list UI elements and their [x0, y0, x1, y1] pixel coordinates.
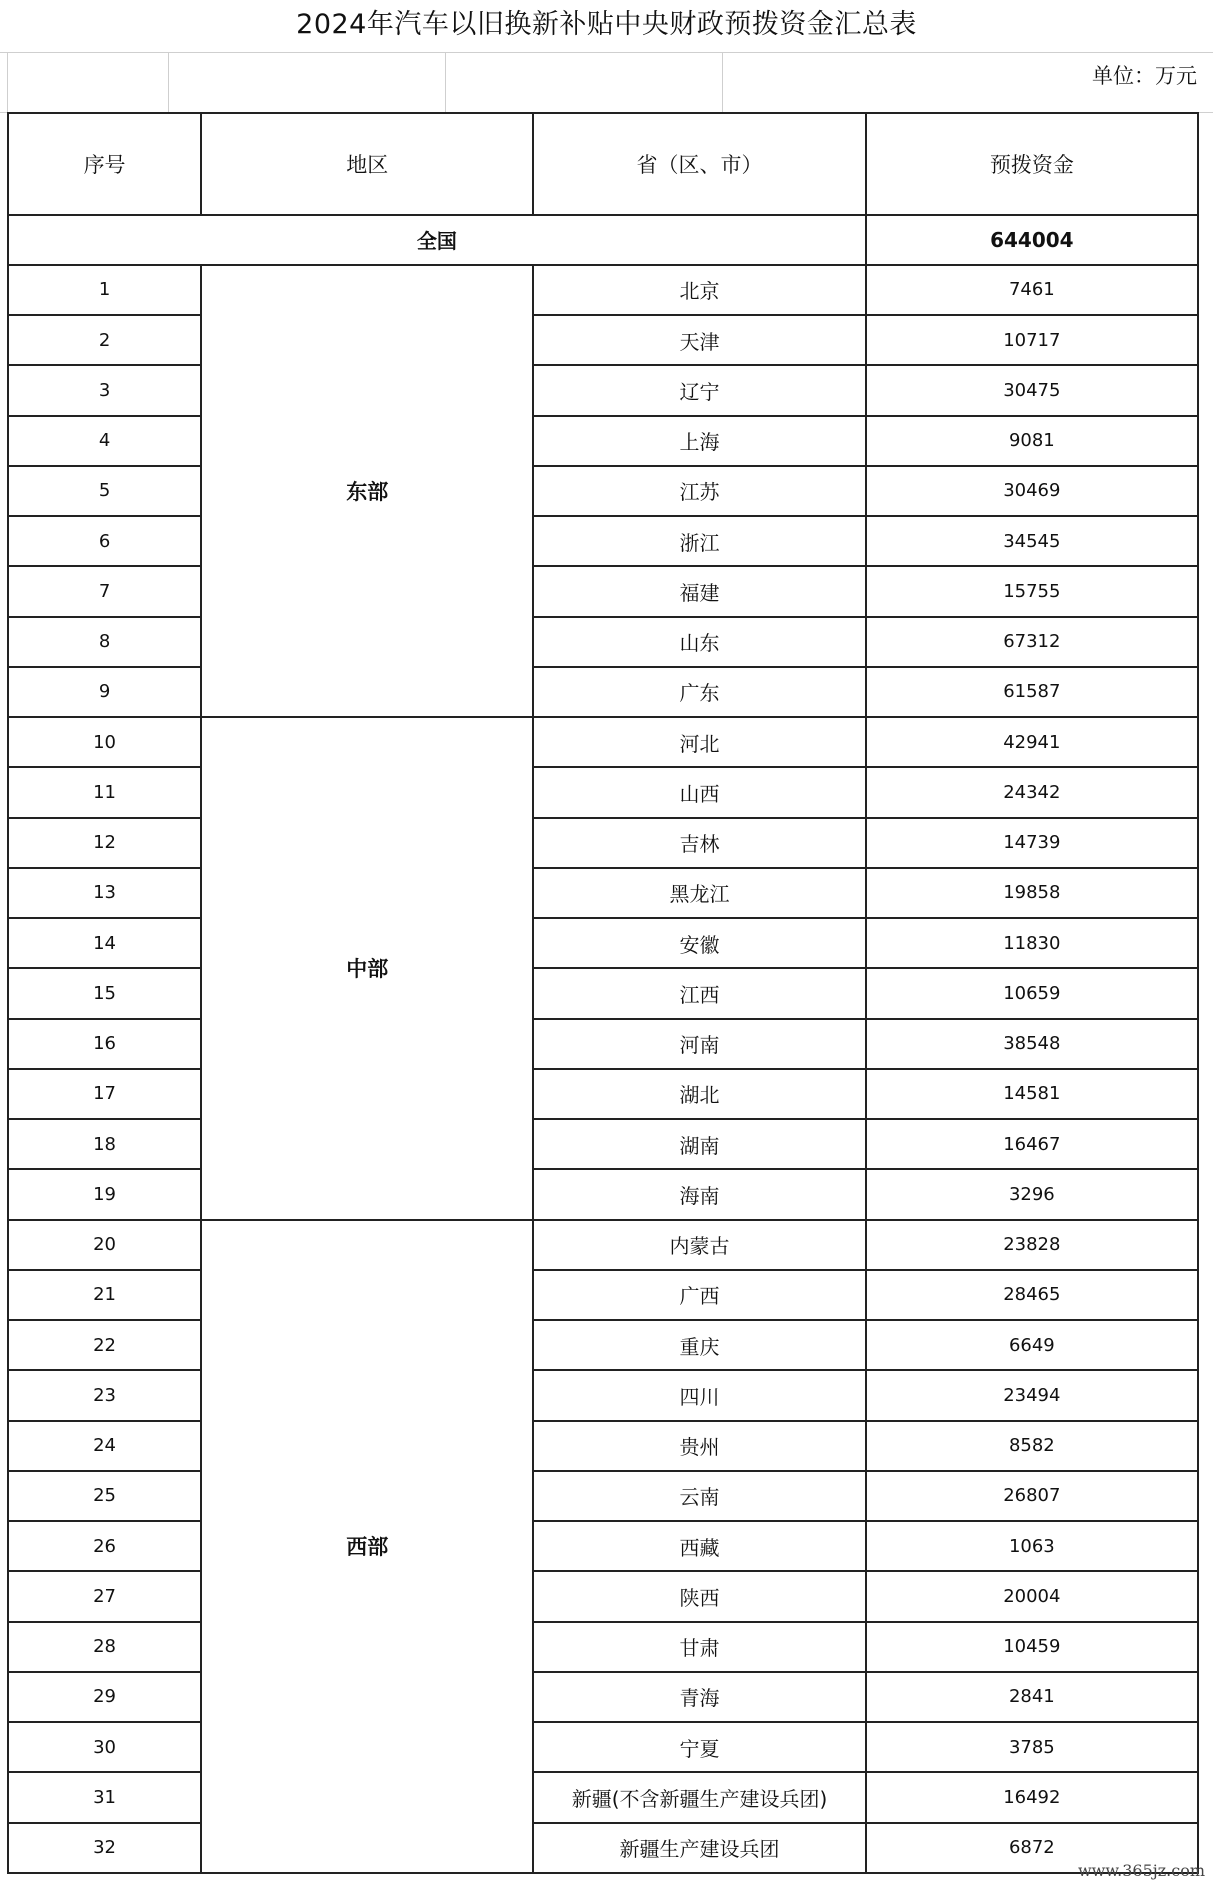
- province-cell: 内蒙古: [533, 1220, 865, 1270]
- table-row: [8, 1119, 1198, 1169]
- row-number: 16: [8, 1019, 201, 1069]
- table-row: [8, 1069, 1198, 1119]
- amount-cell: 20004: [866, 1571, 1198, 1621]
- table-row: [8, 1571, 1198, 1621]
- table-row: [8, 1722, 1198, 1772]
- province-cell: 海南: [533, 1169, 865, 1219]
- amount-cell: 28465: [866, 1270, 1198, 1320]
- row-number: 1: [8, 265, 201, 315]
- header-cell-no: 序号: [8, 113, 201, 215]
- header-row: [8, 113, 1198, 215]
- row-number: 15: [8, 968, 201, 1018]
- province-cell: 新疆(不含新疆生产建设兵团): [533, 1772, 865, 1822]
- table-row: [8, 416, 1198, 466]
- province-cell: 山东: [533, 617, 865, 667]
- table-row: [8, 667, 1198, 717]
- amount-cell: 19858: [866, 868, 1198, 918]
- province-cell: 河南: [533, 1019, 865, 1069]
- province-cell: 重庆: [533, 1320, 865, 1370]
- amount-cell: 11830: [866, 918, 1198, 968]
- province-cell: 山西: [533, 767, 865, 817]
- table-row: [8, 1823, 1198, 1873]
- row-number: 31: [8, 1772, 201, 1822]
- province-cell: 黑龙江: [533, 868, 865, 918]
- amount-cell: 67312: [866, 617, 1198, 667]
- region-cell: 西部: [201, 1220, 533, 1873]
- header-cell-province: 省（区、市）: [533, 113, 865, 215]
- row-number: 10: [8, 717, 201, 767]
- province-cell: 天津: [533, 315, 865, 365]
- table-row: [8, 617, 1198, 667]
- amount-cell: 14581: [866, 1069, 1198, 1119]
- province-cell: 宁夏: [533, 1722, 865, 1772]
- province-cell: 安徽: [533, 918, 865, 968]
- amount-cell: 16492: [866, 1772, 1198, 1822]
- row-number: 4: [8, 416, 201, 466]
- table-row: [8, 315, 1198, 365]
- amount-cell: 3785: [866, 1722, 1198, 1772]
- amount-cell: 38548: [866, 1019, 1198, 1069]
- table-row: [8, 1521, 1198, 1571]
- province-cell: 贵州: [533, 1421, 865, 1471]
- province-cell: 福建: [533, 566, 865, 616]
- row-number: 28: [8, 1622, 201, 1672]
- table-row: [8, 1220, 1198, 1270]
- province-cell: 北京: [533, 265, 865, 315]
- table-row: [8, 918, 1198, 968]
- amount-cell: 23828: [866, 1220, 1198, 1270]
- row-number: 9: [8, 667, 201, 717]
- row-number: 6: [8, 516, 201, 566]
- amount-cell: 10459: [866, 1622, 1198, 1672]
- province-cell: 辽宁: [533, 365, 865, 415]
- amount-cell: 30469: [866, 466, 1198, 516]
- province-cell: 甘肃: [533, 1622, 865, 1672]
- unit-label: 单位：万元: [1092, 64, 1197, 88]
- row-number: 24: [8, 1421, 201, 1471]
- table-row: [8, 818, 1198, 868]
- table-row: [8, 767, 1198, 817]
- amount-cell: 10659: [866, 968, 1198, 1018]
- table-row: [8, 1019, 1198, 1069]
- province-cell: 浙江: [533, 516, 865, 566]
- amount-cell: 16467: [866, 1119, 1198, 1169]
- watermark: www.365jz.com: [1077, 1861, 1205, 1880]
- amount-cell: 10717: [866, 315, 1198, 365]
- province-cell: 陕西: [533, 1571, 865, 1621]
- amount-cell: 2841: [866, 1672, 1198, 1722]
- table-row: [8, 1370, 1198, 1420]
- row-number: 14: [8, 918, 201, 968]
- row-number: 21: [8, 1270, 201, 1320]
- row-number: 20: [8, 1220, 201, 1270]
- province-cell: 广东: [533, 667, 865, 717]
- province-cell: 河北: [533, 717, 865, 767]
- row-number: 13: [8, 868, 201, 918]
- row-number: 23: [8, 1370, 201, 1420]
- table-row: [8, 1421, 1198, 1471]
- table-row: [8, 516, 1198, 566]
- row-number: 8: [8, 617, 201, 667]
- row-number: 3: [8, 365, 201, 415]
- table-row: [8, 1270, 1198, 1320]
- table-row: [8, 1471, 1198, 1521]
- province-cell: 新疆生产建设兵团: [533, 1823, 865, 1873]
- amount-cell: 23494: [866, 1370, 1198, 1420]
- funding-table: [7, 112, 1199, 1874]
- amount-cell: 7461: [866, 265, 1198, 315]
- province-cell: 湖南: [533, 1119, 865, 1169]
- amount-cell: 3296: [866, 1169, 1198, 1219]
- table-row: [8, 1169, 1198, 1219]
- table-title: 2024年汽车以旧换新补贴中央财政预拨资金汇总表: [0, 0, 1213, 53]
- row-number: 18: [8, 1119, 201, 1169]
- row-number: 25: [8, 1471, 201, 1521]
- amount-cell: 30475: [866, 365, 1198, 415]
- amount-cell: 26807: [866, 1471, 1198, 1521]
- row-number: 19: [8, 1169, 201, 1219]
- table-row: [8, 466, 1198, 516]
- header-cell-region: 地区: [201, 113, 533, 215]
- table-row: [8, 868, 1198, 918]
- unit-row: [0, 52, 1213, 113]
- amount-cell: 24342: [866, 767, 1198, 817]
- province-cell: 青海: [533, 1672, 865, 1722]
- province-cell: 广西: [533, 1270, 865, 1320]
- row-number: 7: [8, 566, 201, 616]
- region-cell: 东部: [201, 265, 533, 717]
- row-number: 2: [8, 315, 201, 365]
- table-row: [8, 265, 1198, 315]
- amount-cell: 1063: [866, 1521, 1198, 1571]
- table-row: [8, 566, 1198, 616]
- total-row: [8, 215, 1198, 265]
- header-cell-amount: 预拨资金: [866, 113, 1198, 215]
- province-cell: 湖北: [533, 1069, 865, 1119]
- total-label: 全国: [8, 215, 866, 265]
- row-number: 11: [8, 767, 201, 817]
- province-cell: 江苏: [533, 466, 865, 516]
- row-number: 22: [8, 1320, 201, 1370]
- row-number: 29: [8, 1672, 201, 1722]
- amount-cell: 14739: [866, 818, 1198, 868]
- amount-cell: 9081: [866, 416, 1198, 466]
- row-number: 12: [8, 818, 201, 868]
- amount-cell: 42941: [866, 717, 1198, 767]
- table-row: [8, 1772, 1198, 1822]
- table-row: [8, 968, 1198, 1018]
- province-cell: 云南: [533, 1471, 865, 1521]
- amount-cell: 8582: [866, 1421, 1198, 1471]
- table-row: [8, 365, 1198, 415]
- table-row: [8, 1672, 1198, 1722]
- row-number: 26: [8, 1521, 201, 1571]
- table-row: [8, 1622, 1198, 1672]
- row-number: 27: [8, 1571, 201, 1621]
- province-cell: 西藏: [533, 1521, 865, 1571]
- amount-cell: 6649: [866, 1320, 1198, 1370]
- amount-cell: 34545: [866, 516, 1198, 566]
- amount-cell: 15755: [866, 566, 1198, 616]
- row-number: 32: [8, 1823, 201, 1873]
- table-row: [8, 1320, 1198, 1370]
- province-cell: 江西: [533, 968, 865, 1018]
- row-number: 17: [8, 1069, 201, 1119]
- province-cell: 上海: [533, 416, 865, 466]
- row-number: 5: [8, 466, 201, 516]
- amount-cell: 6872: [866, 1823, 1198, 1873]
- amount-cell: 61587: [866, 667, 1198, 717]
- row-number: 30: [8, 1722, 201, 1772]
- province-cell: 吉林: [533, 818, 865, 868]
- province-cell: 四川: [533, 1370, 865, 1420]
- total-amount: 644004: [866, 215, 1198, 265]
- table-row: [8, 717, 1198, 767]
- region-cell: 中部: [201, 717, 533, 1220]
